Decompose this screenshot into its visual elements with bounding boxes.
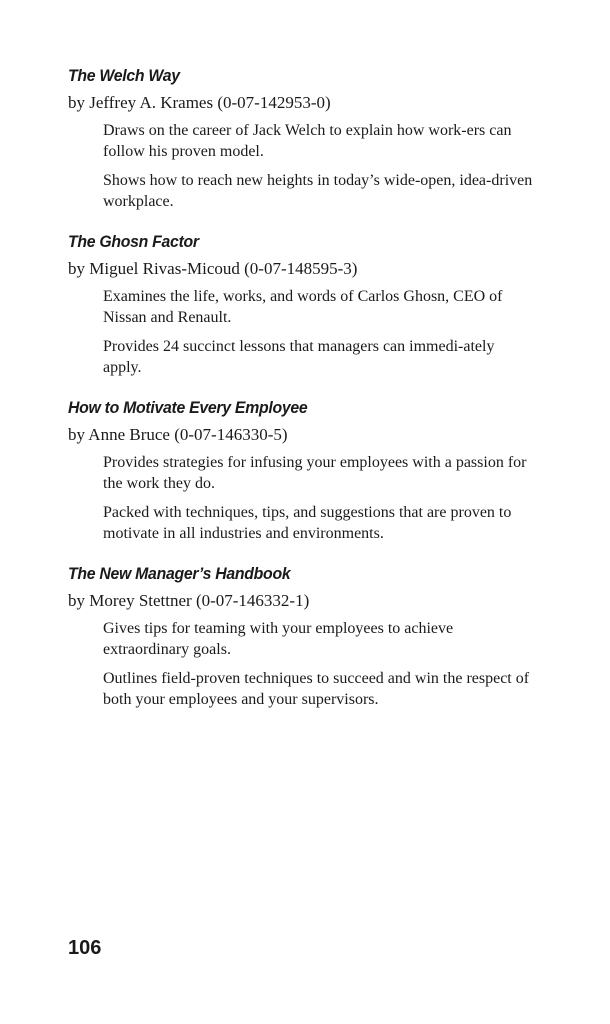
book-byline: by Morey Stettner (0-07-146332-1) bbox=[68, 591, 310, 610]
book-description bbox=[68, 618, 538, 710]
book-entry-new-managers-handbook bbox=[68, 564, 538, 710]
book-description-point: Provides strategies for infusing your employees with a passion for the work they do. bbox=[103, 454, 527, 492]
book-title: The Welch Way bbox=[68, 66, 180, 85]
book-description-point: Shows how to reach new heights in today’s wide-open, idea-driven workplace. bbox=[103, 172, 533, 210]
book-title: The Ghosn Factor bbox=[68, 232, 199, 251]
book-description-point: Examines the life, works, and words of Carlos Ghosn, CEO of Nissan and Renault. bbox=[103, 288, 503, 326]
book-title: The New Manager’s Handbook bbox=[68, 564, 291, 583]
book-description-point: Packed with techniques, tips, and suggestions that are proven to motivate in all industries and environments. bbox=[103, 504, 512, 542]
page-number: 106 bbox=[68, 937, 102, 959]
book-description-point: Gives tips for teaming with your employees to achieve extraordinary goals. bbox=[103, 620, 454, 658]
book-description bbox=[68, 452, 538, 544]
book-description-point: Draws on the career of Jack Welch to explain how work-ers can follow his proven model. bbox=[103, 122, 512, 160]
book-byline: by Jeffrey A. Krames (0-07-142953-0) bbox=[68, 93, 331, 112]
book-entry-welch-way bbox=[68, 66, 538, 212]
book-byline: by Anne Bruce (0-07-146330-5) bbox=[68, 425, 288, 444]
book-entry-motivate-every-employee bbox=[68, 398, 538, 544]
book-description-point: Outlines field-proven techniques to succeed and win the respect of both your employees and your supervisors. bbox=[103, 670, 530, 708]
book-description-point: Provides 24 succinct lessons that managers can immedi-ately apply. bbox=[103, 338, 495, 376]
book-list bbox=[68, 66, 538, 730]
book-description bbox=[68, 120, 538, 212]
book-byline: by Miguel Rivas-Micoud (0-07-148595-3) bbox=[68, 259, 358, 278]
book-description bbox=[68, 286, 538, 378]
book-entry-ghosn-factor bbox=[68, 232, 538, 378]
book-title: How to Motivate Every Employee bbox=[68, 398, 308, 417]
